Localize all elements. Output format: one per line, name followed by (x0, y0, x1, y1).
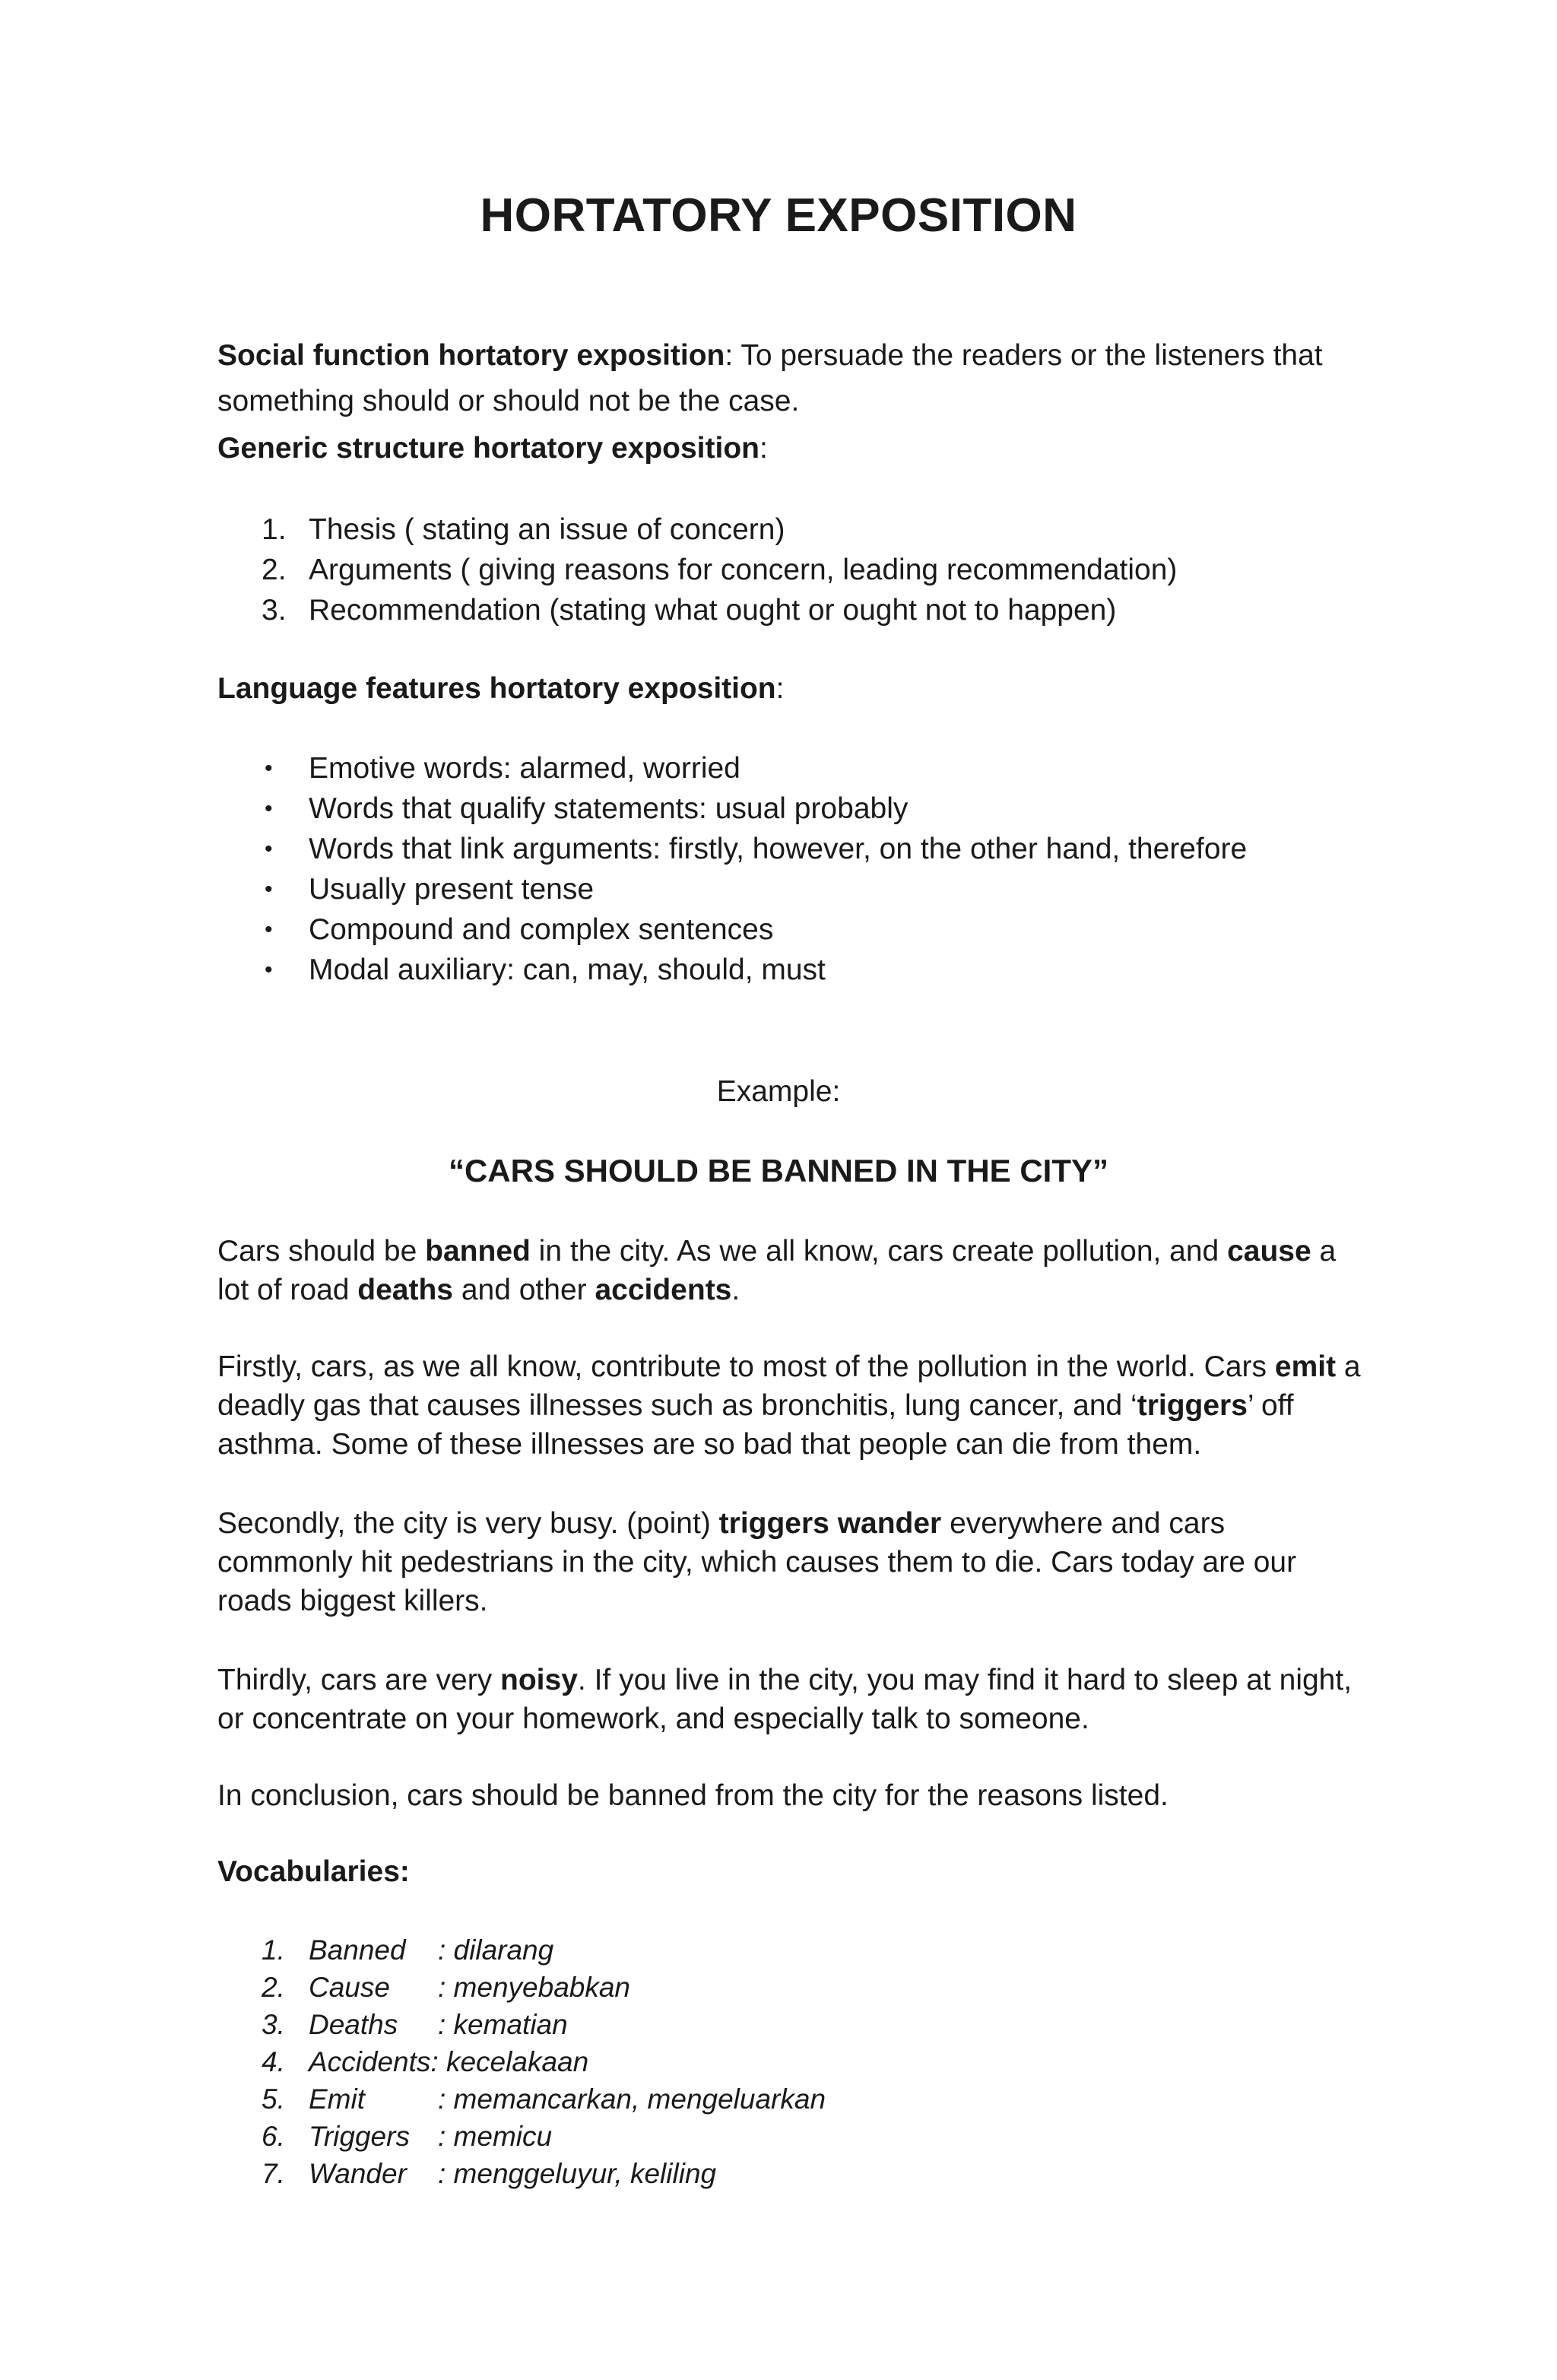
list-item (262, 869, 1364, 909)
bullet-icon: • (265, 917, 273, 942)
list-item-text: Words that qualify statements: usual probably (309, 792, 909, 825)
paragraph-text: Firstly, cars, as we all know, contribute to most of the pollution in the world. Cars (217, 1350, 1275, 1383)
list-item-text: Arguments ( giving reasons for concern, leading recommendation) (309, 554, 1178, 586)
generic-structure-label: Generic structure hortatory exposition (217, 432, 759, 465)
paragraph-3 (217, 1504, 1365, 1620)
vocabularies-label: Vocabularies: (217, 1855, 410, 1888)
list-number: 7. (262, 2158, 285, 2189)
paragraph-text: . If you live in the city, you may find it hard to sleep at night, or concentrate on your homework, and especially talk to someone. (217, 1664, 1352, 1735)
list-item-text: Compound and complex sentences (309, 913, 774, 946)
list-number: 1. (262, 513, 287, 546)
paragraph-text: and other (452, 1274, 595, 1306)
list-item-text: Modal auxiliary: can, may, should, must (309, 954, 826, 986)
vocab-meaning: : memicu (438, 2121, 553, 2152)
vocab-term: Accidents: (309, 2046, 439, 2077)
bullet-icon: • (265, 957, 273, 982)
vocab-item (262, 1969, 1364, 2006)
bold-term: triggers wander (718, 1507, 942, 1540)
vocab-term: Triggers (309, 2121, 410, 2152)
list-number: 2. (262, 554, 287, 586)
language-features-label: Language features hortatory exposition (217, 672, 776, 705)
vocab-term: Emit (309, 2083, 365, 2115)
social-function-text-1: : To persuade the readers or the listeners that (725, 339, 1323, 372)
list-number: 3. (262, 2009, 285, 2040)
vocab-meaning: kecelakaan (446, 2046, 589, 2077)
vocab-term: Cause (309, 1972, 390, 2003)
document-title: HORTATORY EXPOSITION (480, 189, 1077, 242)
vocab-item (262, 2118, 1364, 2155)
paragraph-text: . (731, 1274, 740, 1306)
vocabularies-list (262, 1931, 1364, 2192)
list-number: 3. (262, 594, 287, 627)
example-label: Example: (716, 1075, 841, 1108)
list-item (262, 950, 1364, 990)
list-item (262, 829, 1364, 869)
bold-term: noisy (500, 1664, 578, 1696)
list-item (262, 748, 1364, 789)
bullet-icon: • (265, 756, 273, 781)
vocab-item (262, 2006, 1364, 2043)
language-features-heading (217, 666, 1358, 712)
list-item-text: Usually present tense (309, 873, 595, 906)
paragraph-text: in the city. As we all know, cars create pollution, and (530, 1235, 1228, 1268)
vocab-item (262, 2155, 1364, 2192)
bullet-icon: • (265, 796, 273, 821)
language-features-list (262, 748, 1364, 990)
paragraph-text: ’ off asthma. Some of these illnesses are so bad that people can die from them. (217, 1389, 1294, 1461)
bold-term: triggers (1137, 1389, 1248, 1422)
language-features-suffix: : (775, 672, 785, 705)
generic-structure-heading (217, 426, 1358, 471)
list-item-text: Thesis ( stating an issue of concern) (309, 513, 785, 546)
paragraph-4 (217, 1661, 1365, 1738)
paragraph-1 (217, 1232, 1365, 1309)
paragraph-text: Thirdly, cars are very (217, 1664, 501, 1696)
list-item (262, 509, 1364, 550)
list-number: 2. (262, 1972, 285, 2003)
vocab-item (262, 1931, 1364, 1969)
vocab-term: Banned (309, 1934, 406, 1966)
paragraph-text: everywhere and cars commonly hit pedestrians in the city, which causes them to die. Cars today are our roads biggest killers. (217, 1507, 1297, 1617)
list-item-text: Emotive words: alarmed, worried (309, 752, 740, 785)
list-item (262, 909, 1364, 950)
vocab-term: Wander (309, 2158, 407, 2189)
paragraph-5: In conclusion, cars should be banned from the city for the reasons listed. (217, 1779, 1169, 1812)
paragraph-text: a deadly gas that causes illnesses such as bronchitis, lung cancer, and ‘ (217, 1350, 1361, 1422)
bold-term: banned (425, 1235, 531, 1268)
vocab-meaning: : menggeluyur, keliling (438, 2158, 717, 2189)
bold-term: emit (1274, 1350, 1337, 1383)
list-item-text: Words that link arguments: firstly, however, on the other hand, therefore (309, 833, 1248, 865)
vocab-term: Deaths (309, 2009, 398, 2040)
vocab-item (262, 2080, 1364, 2118)
list-item (262, 550, 1364, 590)
bullet-icon: • (265, 877, 273, 902)
bold-term: accidents (595, 1274, 732, 1306)
list-number: 1. (262, 1934, 285, 1966)
paragraph-2 (217, 1347, 1365, 1464)
vocab-item (262, 2043, 1364, 2080)
vocab-meaning: : dilarang (438, 1934, 554, 1966)
list-item-text: Recommendation (stating what ought or ought not to happen) (309, 594, 1117, 627)
social-function-section (217, 333, 1358, 424)
vocab-meaning: : memancarkan, mengeluarkan (438, 2083, 826, 2115)
vocabularies-heading (217, 1849, 1358, 1895)
generic-structure-list (262, 509, 1364, 630)
paragraph-text: Secondly, the city is very busy. (point) (217, 1507, 719, 1540)
list-item (262, 789, 1364, 829)
list-number: 5. (262, 2083, 285, 2115)
list-number: 4. (262, 2046, 285, 2077)
vocab-meaning: : menyebabkan (438, 1972, 631, 2003)
generic-structure-suffix: : (759, 432, 768, 465)
vocab-meaning: : kematian (438, 2009, 568, 2040)
list-item (262, 590, 1364, 630)
bold-term: deaths (357, 1274, 453, 1306)
paragraph-text: Cars should be (217, 1235, 426, 1268)
example-title: “CARS SHOULD BE BANNED IN THE CITY” (448, 1153, 1109, 1188)
paragraph-text: a lot of road (217, 1235, 1337, 1306)
bold-term: cause (1227, 1235, 1311, 1268)
bullet-icon: • (265, 836, 273, 862)
list-number: 6. (262, 2121, 285, 2152)
social-function-label: Social function hortatory exposition (217, 339, 725, 372)
social-function-text-2: something should or should not be the case. (217, 385, 800, 417)
